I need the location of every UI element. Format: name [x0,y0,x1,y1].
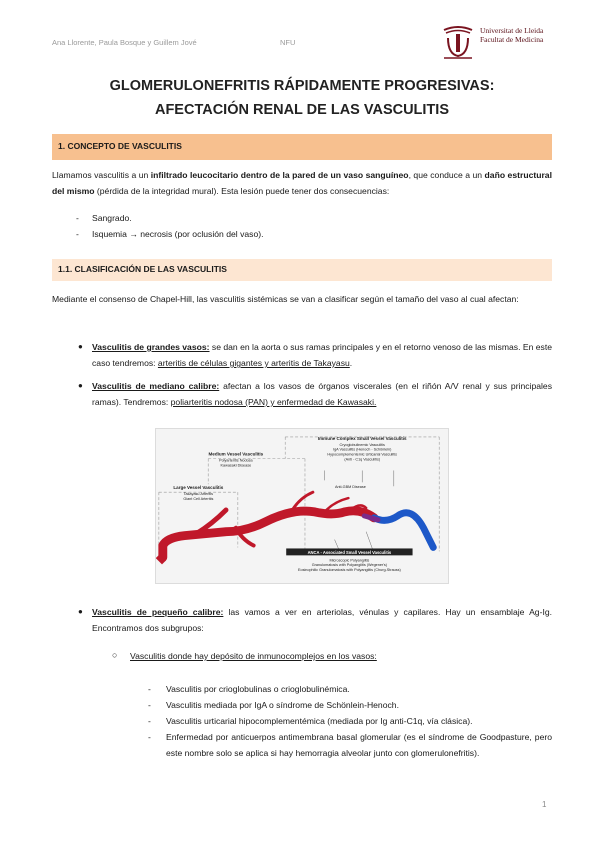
list-item: - Vasculitis por crioglobulinas o crioglobulinémica. [148,681,552,697]
list-item: - Vasculitis urticarial hipocomplementémica (mediada por Ig anti-C1q, vía clásica). [148,713,552,729]
medium-vessel-item: Polyarteritis Nodosa [219,458,253,463]
authors-text: Ana Llorente, Paula Bosque y Guillem Jové [52,38,197,47]
immune-complex-item: IgA Vasculitis (Henoch - Schönlein) [333,447,392,452]
large-vessel-item: Takayasu Arteritis [183,492,214,497]
section-heading-bar [52,134,552,160]
list-item: - Enfermedad por anticuerpos antimembrana basal glomerular (es el síndrome de Goodpasture, pero este nombre solo se aplica si hay hemorragia alveolar junto con glomerulonefritis). [148,729,552,761]
faculty-name: Facultat de Medicina [480,35,544,44]
classification-intro: Mediante el consenso de Chapel-Hill, las vasculitis sistémicas se van a clasificar según el tamaño del vaso al cual afectan: [52,294,519,304]
university-logo [440,24,552,62]
immune-complex-item: (Anti - C1q Vasculitis) [344,457,381,462]
medium-vessel-title: Medium Vessel Vasculitis [208,451,264,457]
vasculitis-vessel-figure [155,428,449,584]
page-title-line1: GLOMERULONEFRITIS RÁPIDAMENTE PROGRESIVAS: [109,78,495,94]
anca-title: ANCA - Associated Small Vessel Vasculitis [307,549,392,555]
anca-item: Granulomatosis with Polyangiitis (Wegener's) [311,563,388,568]
medium-vessel-bullet: ● Vasculitis de mediano calibre: afectan a los vasos de órganos viscerales (en el riñón A/V renal y sus principales ramas). Tendremos: poliarteritis nodosa (PAN) y enfermedad de Kawasaki. [78,378,552,410]
immune-complex-list [148,681,552,761]
subsection-heading: 1.1. CLASIFICACIÓN DE LAS VASCULITIS [58,264,227,274]
small-vessel-bullet: ● Vasculitis de pequeño calibre: las vamos a ver en arteriolas, vénulas y capilares. Hay un ensamblaje Ag-Ig. Encontramos dos subgrupos: [78,604,552,636]
university-emblem-icon [440,24,476,62]
anca-item: Eosinophilic Granulomatosis with Polyangiitis (Churg-Strauss) [298,568,401,573]
list-item: - Isquemia → necrosis (por oclusión del vaso). [76,226,263,242]
list-item: - Sangrado. [76,210,263,226]
bullet-icon: ● [78,607,83,616]
immune-complex-item: Hypocomplementemic Urticarial Vasculitis [327,452,397,457]
consequences-list [76,210,263,242]
circle-bullet-icon: ○ [112,650,118,660]
large-vessel-item: Giant Cell Arteritis [183,497,214,502]
bullet-icon: ● [78,381,83,390]
immune-complex-title: Immune Complex Small Vessel Vasculitis [317,435,407,441]
immune-complex-subheading: ○ Vasculitis donde hay depósito de inmunocomplejos en los vasos: [112,650,377,661]
subsection-heading-bar [52,259,552,281]
vessel-diagram [156,429,448,583]
page-number: 1 [542,800,547,809]
bullet-icon: ● [78,342,83,351]
list-item: - Vasculitis mediada por IgA o síndrome de Schönlein-Henoch. [148,697,552,713]
immune-complex-item: Cryoglobulinemic Vasculitis [339,442,385,447]
large-vessel-bullet: ● Vasculitis de grandes vasos: se dan en la aorta o sus ramas principales y en el retorno venoso de las mismas. En este caso tendremos: arteritis de células gigantes y arteritis de Takayasu. [78,339,552,371]
page-header [52,26,552,60]
anti-gbm-label: Anti-GBM Disease [334,485,366,490]
section-heading: 1. CONCEPTO DE VASCULITIS [58,141,182,151]
page-title-line2: AFECTACIÓN RENAL DE LAS VASCULITIS [154,102,450,118]
medium-vessel-item: Kawasaki Disease [220,463,252,468]
intro-paragraph: Llamamos vasculitis a un infiltrado leucocitario dentro de la pared de un vaso sanguíneo, que conduce a un daño estructural del mismo (pérdida de la integridad mural). Esta lesión puede tener dos consecuencias: [52,170,552,196]
anca-item: Microscopic Polyangiitis [329,558,370,563]
university-name: Universitat de Lleida [480,26,544,35]
course-text: NFU [280,38,296,47]
large-vessel-title: Large Vessel Vasculitis [173,485,224,491]
